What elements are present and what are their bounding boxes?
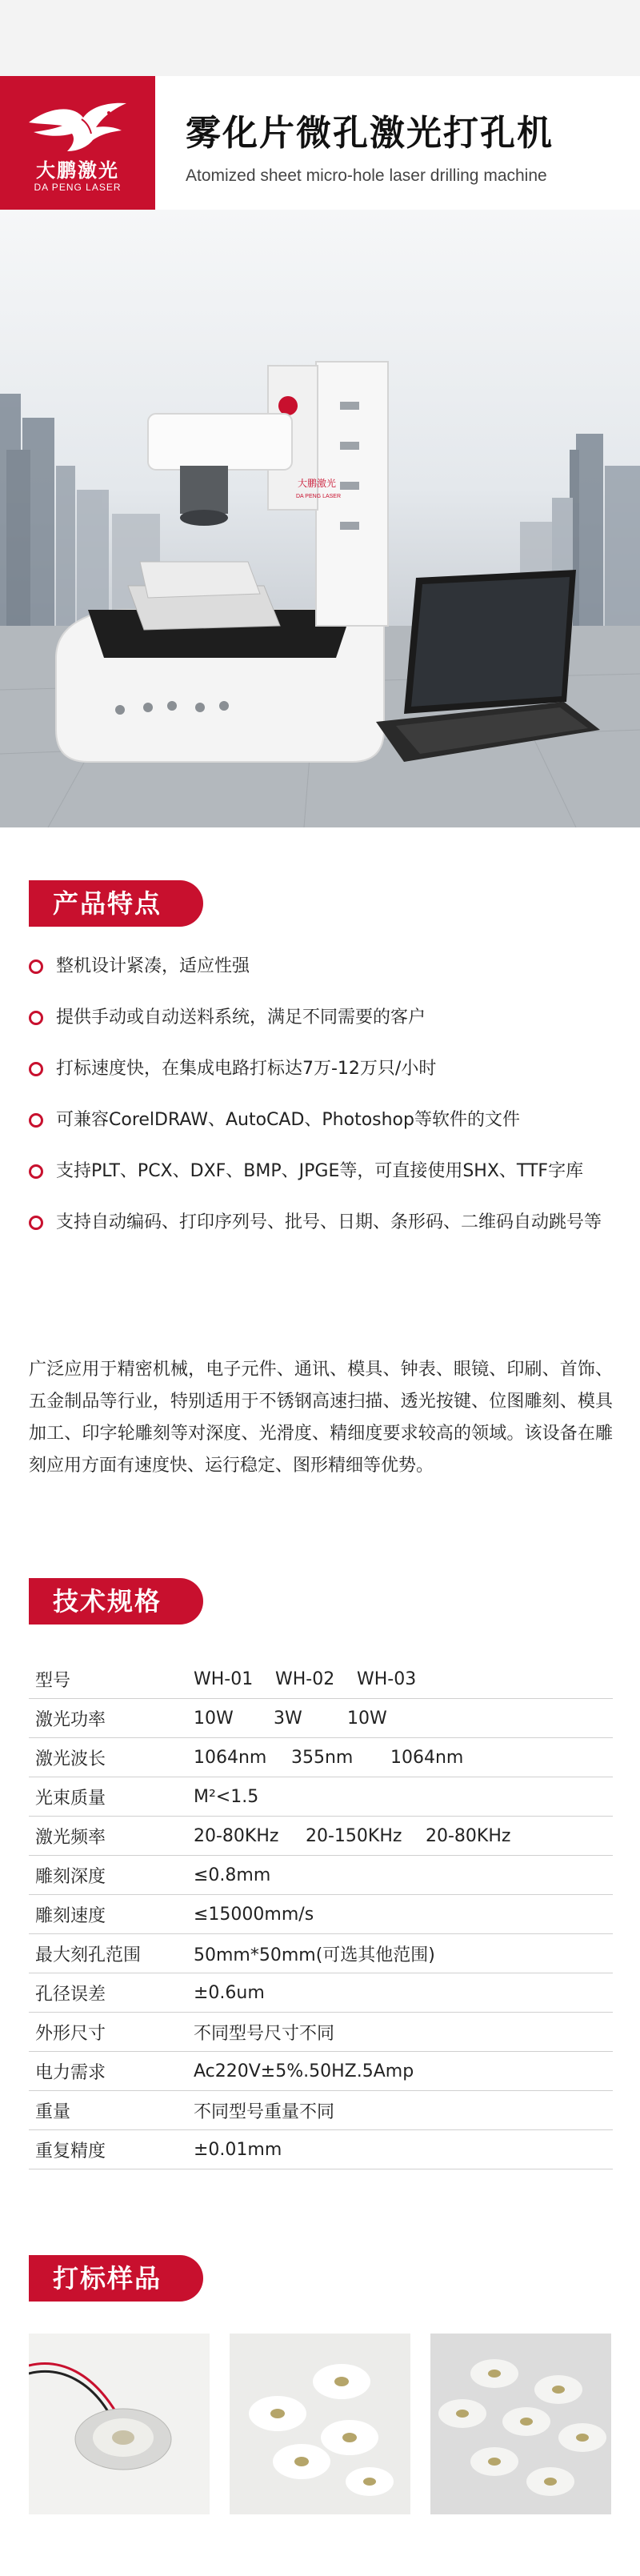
features-list bbox=[29, 952, 621, 1260]
specs-heading-text: 技术规格 bbox=[53, 1586, 162, 1617]
table-row bbox=[29, 1895, 613, 1934]
spec-value bbox=[194, 1856, 613, 1895]
spec-key: 外形尺寸 bbox=[29, 2013, 194, 2052]
spec-value bbox=[194, 1660, 613, 1699]
table-row bbox=[29, 2091, 613, 2130]
atomizer-disc-with-wires-icon bbox=[29, 2334, 210, 2514]
spec-value bbox=[194, 1934, 613, 1973]
spec-key: 激光波长 bbox=[29, 1738, 194, 1777]
sample-seven-atomizer-discs bbox=[430, 2334, 611, 2514]
table-row bbox=[29, 2013, 613, 2052]
spec-value-cell: 355nm bbox=[291, 1747, 354, 1768]
eagle-logo-icon bbox=[26, 98, 130, 154]
application-description: 广泛应用于精密机械，电子元件、通讯、模具、钟表、眼镜、印刷、首饰、五金制品等行业，特别适用于不锈钢高速扫描、透光按键、位图雕刻、模具加工、印字轮雕刻等对深度、光滑度、精细度要求较高的领域。该设备在雕刻应用方面有速度快、运行稳定、图形精细等优势。 bbox=[29, 1360, 613, 1476]
spec-value bbox=[194, 1817, 613, 1856]
spec-value bbox=[194, 1777, 613, 1817]
table-row bbox=[29, 1660, 613, 1699]
sample-single-atomizer-disc bbox=[29, 2334, 210, 2514]
spec-value bbox=[194, 1699, 613, 1738]
spec-key: 电力需求 bbox=[29, 2052, 194, 2091]
spec-value-cell: WH-02 bbox=[275, 1669, 335, 1689]
spec-value-cell: ≤0.8mm bbox=[194, 1865, 271, 1885]
spec-value-cell: ±0.6um bbox=[194, 1982, 265, 2003]
spec-value-cell: 不同型号尺寸不同 bbox=[194, 2023, 335, 2044]
spec-key: 激光功率 bbox=[29, 1699, 194, 1738]
bullet-ring-icon bbox=[29, 1062, 43, 1076]
logo-chinese-text: 大鹏激光 bbox=[36, 158, 119, 182]
spec-value bbox=[194, 1738, 613, 1777]
atomizer-discs-group-icon bbox=[430, 2334, 611, 2514]
spec-value bbox=[194, 2130, 613, 2169]
list-item: 可兼容CorelDRAW、AutoCAD、Photoshop等软件的文件 bbox=[29, 1106, 621, 1135]
table-row bbox=[29, 1973, 613, 2013]
atomizer-discs-group-icon bbox=[230, 2334, 410, 2514]
bullet-ring-icon bbox=[29, 1216, 43, 1230]
spec-value-cell: 1064nm bbox=[390, 1747, 464, 1768]
spec-value bbox=[194, 1895, 613, 1934]
table-row bbox=[29, 2052, 613, 2091]
table-row bbox=[29, 1817, 613, 1856]
spec-value-cell: 3W bbox=[274, 1708, 302, 1729]
features-heading bbox=[29, 880, 203, 927]
spec-value-cell: ±0.01mm bbox=[194, 2139, 282, 2160]
logo-english-text: DA PENG LASER bbox=[34, 182, 122, 193]
page-subtitle: Atomized sheet micro-hole laser drilling machine bbox=[186, 166, 547, 185]
table-row bbox=[29, 1777, 613, 1817]
header-top-band bbox=[0, 0, 640, 76]
spec-value-cell: M²<1.5 bbox=[194, 1786, 259, 1807]
spec-key: 最大刻孔范围 bbox=[29, 1934, 194, 1973]
spec-value-cell: 不同型号重量不同 bbox=[194, 2101, 335, 2122]
spec-table bbox=[29, 1660, 613, 2169]
spec-value-cell: WH-01 bbox=[194, 1669, 254, 1689]
spec-key: 光束质量 bbox=[29, 1777, 194, 1817]
bullet-ring-icon bbox=[29, 1113, 43, 1128]
spec-value-cell: Ac220V±5%.50HZ.5Amp bbox=[194, 2061, 414, 2081]
page-title: 雾化片微孔激光打孔机 bbox=[186, 113, 554, 154]
spec-value-cell: 1064nm bbox=[194, 1747, 267, 1768]
table-row bbox=[29, 2130, 613, 2169]
spec-key: 激光频率 bbox=[29, 1817, 194, 1856]
features-heading-text: 产品特点 bbox=[53, 888, 162, 919]
list-item: 提供手动或自动送料系统，满足不同需要的客户 bbox=[29, 1004, 621, 1032]
list-item: 整机设计紧凑，适应性强 bbox=[29, 952, 621, 981]
table-row bbox=[29, 1738, 613, 1777]
table-row bbox=[29, 1699, 613, 1738]
spec-value-cell: WH-03 bbox=[357, 1669, 417, 1689]
machine-logo-en: DA PENG LASER bbox=[296, 494, 342, 499]
specs-heading bbox=[29, 1578, 203, 1625]
spec-value-cell: 10W bbox=[194, 1708, 234, 1729]
spec-value-cell: 20-80KHz bbox=[194, 1825, 279, 1846]
spec-key: 型号 bbox=[29, 1660, 194, 1699]
spec-value-cell: 20-150KHz bbox=[306, 1825, 402, 1846]
spec-key: 重量 bbox=[29, 2091, 194, 2130]
sample-five-atomizer-discs bbox=[230, 2334, 410, 2514]
spec-key: 孔径误差 bbox=[29, 1973, 194, 2013]
machine-logo-cn: 大鹏激光 bbox=[298, 478, 337, 489]
spec-value bbox=[194, 1973, 613, 2013]
list-item: 支持PLT、PCX、DXF、BMP、JPGE等，可直接使用SHX、TTF字库 bbox=[29, 1157, 600, 1186]
bullet-ring-icon bbox=[29, 1011, 43, 1025]
samples-heading-text: 打标样品 bbox=[53, 2263, 162, 2294]
spec-key: 雕刻深度 bbox=[29, 1856, 194, 1895]
brand-logo bbox=[0, 76, 155, 210]
spec-value-cell: ≤15000mm/s bbox=[194, 1904, 314, 1925]
hero-product-image bbox=[0, 210, 640, 827]
spec-value-cell: 50mm*50mm(可选其他范围) bbox=[194, 1945, 435, 1965]
page-header bbox=[0, 0, 640, 210]
spec-key: 重复精度 bbox=[29, 2130, 194, 2169]
table-row bbox=[29, 1856, 613, 1895]
spec-value bbox=[194, 2013, 613, 2052]
list-item: 支持自动编码、打印序列号、批号、日期、条形码、二维码自动跳号等 bbox=[29, 1208, 624, 1237]
spec-value bbox=[194, 2091, 613, 2130]
table-row bbox=[29, 1934, 613, 1973]
spec-key: 雕刻速度 bbox=[29, 1895, 194, 1934]
laser-machine-illustration bbox=[0, 210, 640, 827]
spec-value bbox=[194, 2052, 613, 2091]
bullet-ring-icon bbox=[29, 1164, 43, 1179]
list-item: 打标速度快，在集成电路打标达7万-12万只/小时 bbox=[29, 1055, 621, 1084]
bullet-ring-icon bbox=[29, 959, 43, 974]
spec-value-cell: 20-80KHz bbox=[426, 1825, 511, 1846]
samples-heading bbox=[29, 2255, 203, 2302]
spec-value-cell: 10W bbox=[347, 1708, 387, 1729]
